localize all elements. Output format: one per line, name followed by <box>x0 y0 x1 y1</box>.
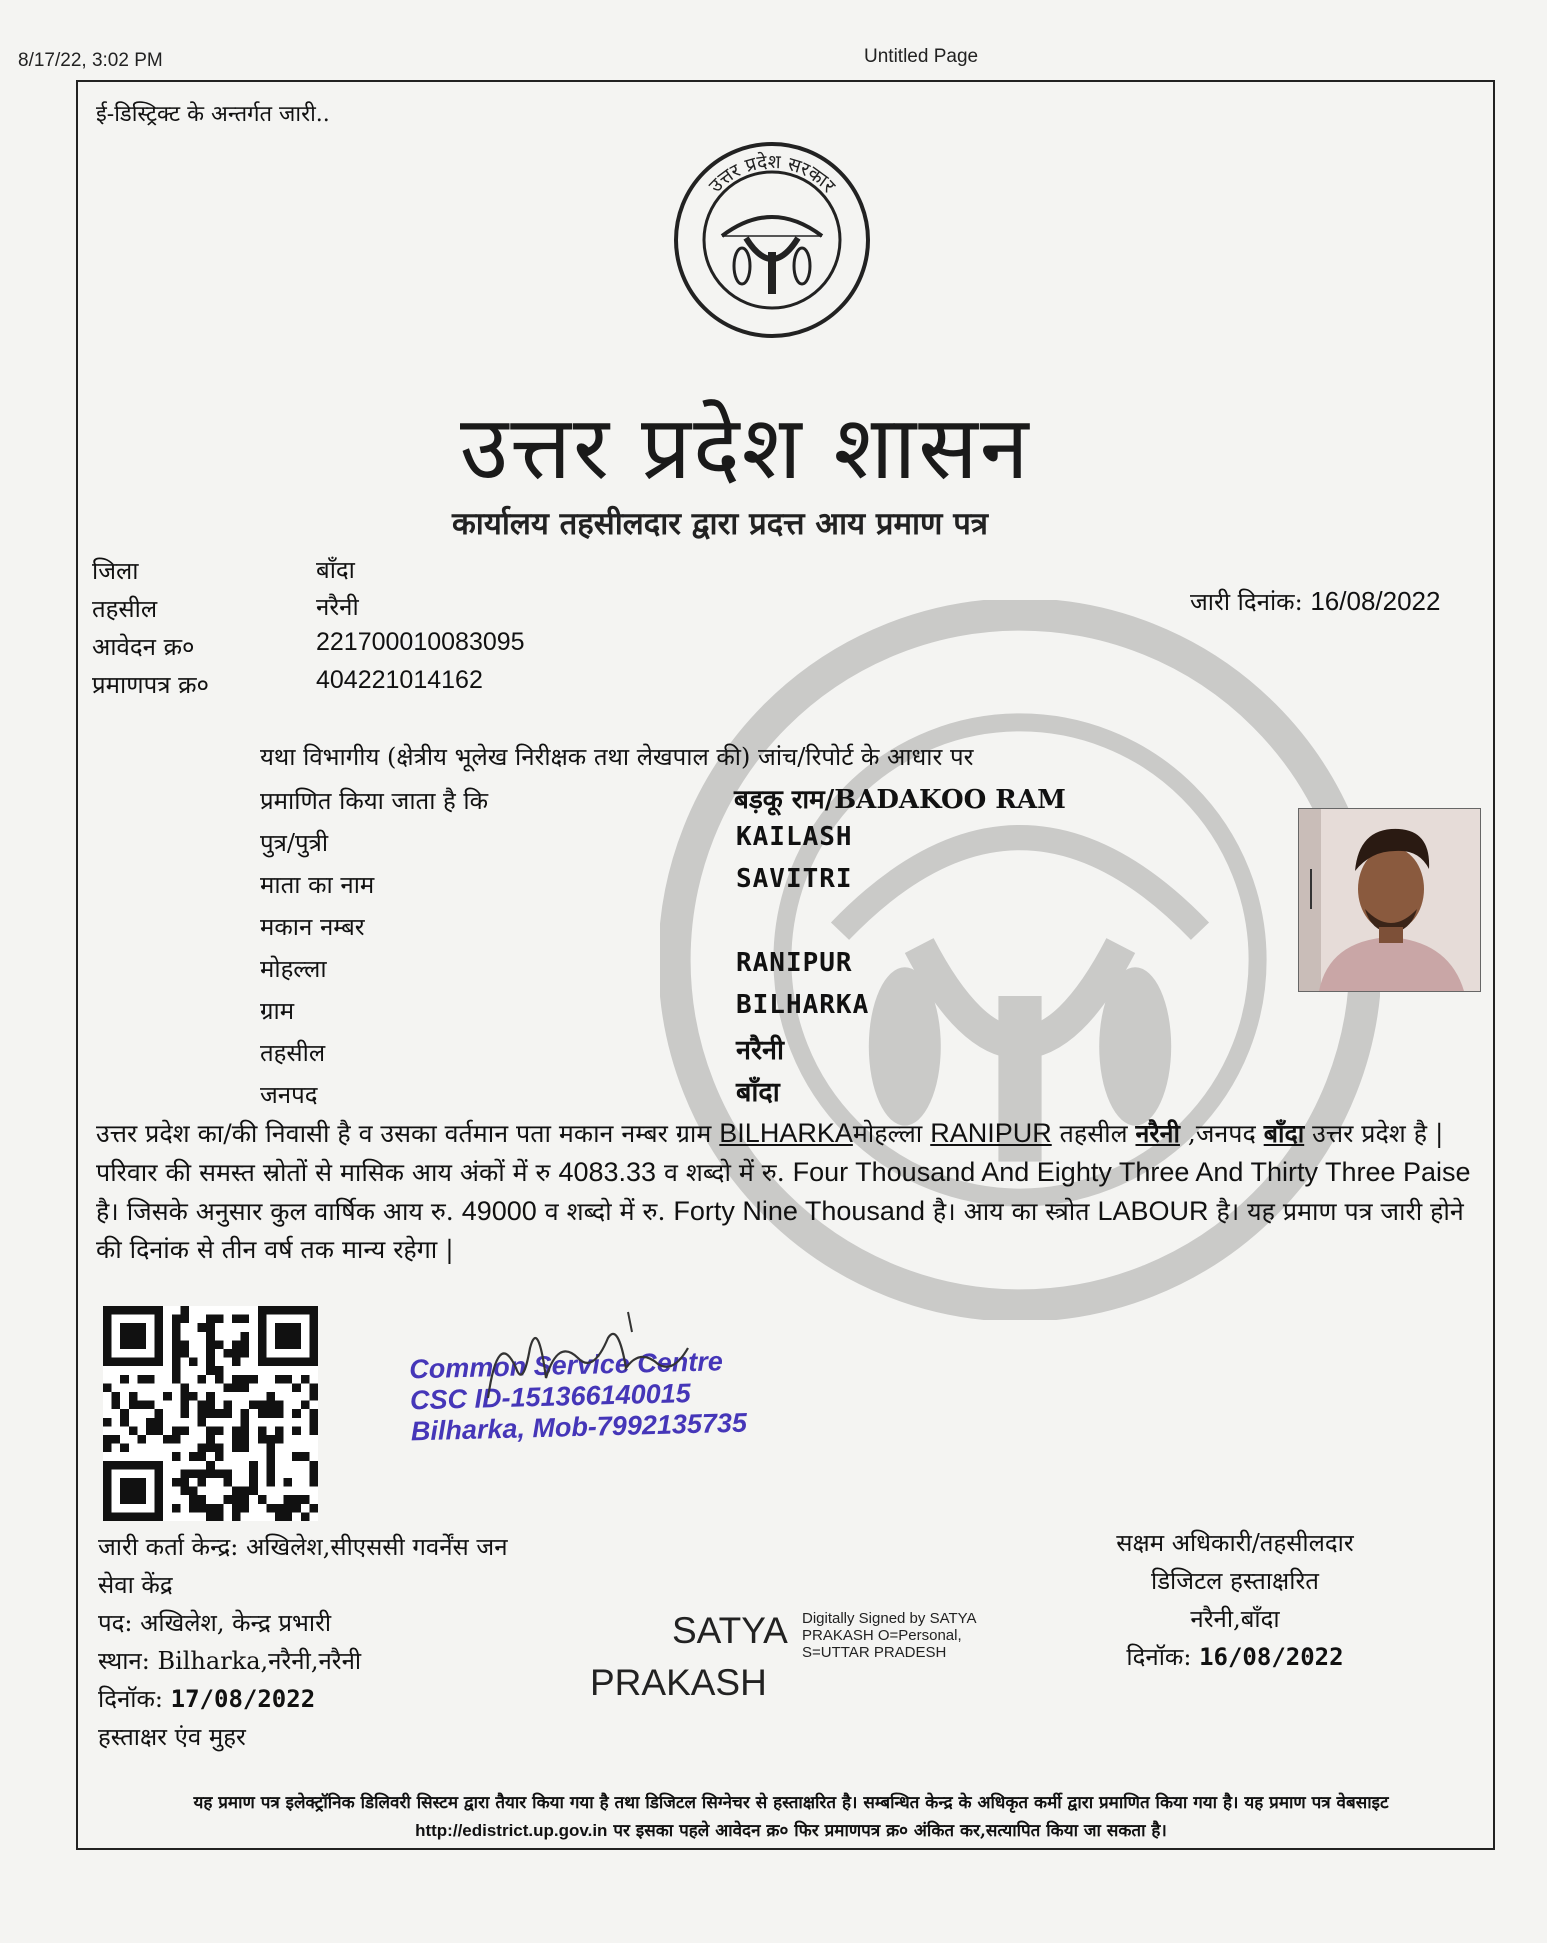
issuing-centre-line2: सेवा केंद्र <box>98 1571 173 1599</box>
person-label-certified: प्रमाणित किया जाता है कि <box>260 787 489 815</box>
para-text: है। यह प्रमाण पत्र जारी होने की दिनांक से तीन वर्ष तक मान्य रहेगा | <box>96 1197 1464 1264</box>
issue-date-value: 16/08/2022 <box>1310 586 1441 616</box>
qr-code-icon[interactable] <box>103 1306 318 1521</box>
para-text: उत्तर प्रदेश का/की निवासी है व उसका वर्तमान पता मकान नम्बर ग्राम <box>96 1119 720 1148</box>
authority-block <box>1090 1524 1380 1676</box>
para-district: बाँदा <box>1263 1119 1305 1148</box>
authority-digital-signed: डिजिटल हस्ताक्षरित <box>1151 1567 1319 1595</box>
print-datetime: 8/17/22, 3:02 PM <box>18 50 163 71</box>
person-label-mother: माता का नाम <box>260 871 375 899</box>
para-text: व शब्दो में रु. <box>656 1158 793 1187</box>
person-value-district: बाँदा <box>736 1077 780 1108</box>
field-value-tehsil: नरैनी <box>316 593 359 621</box>
issuing-centre-block <box>98 1528 508 1756</box>
signer-name-line2: PRAKASH <box>590 1662 767 1703</box>
csc-stamp <box>409 1346 748 1448</box>
issuing-centre-place: स्थान: Bilharka,नरैनी,नरैनी <box>98 1647 362 1675</box>
para-monthly-income: 4083.33 <box>558 1157 657 1187</box>
person-label-village: ग्राम <box>260 997 295 1025</box>
person-value-father: KAILASH <box>736 822 853 852</box>
person-label-mohalla: मोहल्ला <box>260 955 327 983</box>
authority-title: सक्षम अधिकारी/तहसीलदार <box>1116 1529 1354 1557</box>
field-label-district: जिला <box>92 557 139 585</box>
person-label-tehsil: तहसील <box>260 1039 326 1067</box>
para-village: BILHARKA <box>719 1118 853 1148</box>
authority-location: नरैनी,बाँदा <box>1190 1605 1280 1633</box>
field-value-certificate-no: 404221014162 <box>316 666 483 694</box>
field-value-application-no: 221700010083095 <box>316 628 525 656</box>
disclaimer-note <box>96 1790 1486 1845</box>
field-label-certificate-no: प्रमाणपत्र क्र० <box>92 671 209 699</box>
issued-under-note: ई-डिस्ट्रिक्ट के अन्तर्गत जारी.. <box>96 102 330 127</box>
para-text: तहसील <box>1051 1119 1136 1148</box>
verification-url-link[interactable]: http://edistrict.up.gov.in <box>415 1821 608 1840</box>
page-title: उत्तर प्रदेश शासन <box>460 396 1031 499</box>
person-value-mohalla: RANIPUR <box>736 948 853 978</box>
issuing-centre-designation: पद: अखिलेश, केन्द्र प्रभारी <box>98 1609 332 1637</box>
certificate-paragraph <box>96 1114 1476 1269</box>
issuing-centre-sign-seal: हस्ताक्षर एंव मुहर <box>98 1723 246 1751</box>
issuing-centre-date-label: दिनॉक: <box>98 1685 171 1713</box>
person-value-mother: SAVITRI <box>736 864 853 894</box>
para-monthly-income-words: Four Thousand And Eighty Three And Thirty Three Paise <box>792 1157 1471 1187</box>
para-income-source: LABOUR <box>1097 1196 1209 1226</box>
person-value-name: बड़कू राम/BADAKOO RAM <box>734 785 1066 815</box>
field-label-application-no: आवेदन क्र० <box>92 633 195 661</box>
issue-date <box>1190 585 1440 618</box>
person-value-tehsil: नरैनी <box>736 1035 785 1066</box>
digital-sign-details <box>802 1610 977 1661</box>
disclaimer-text: यह प्रमाण पत्र इलेक्ट्रॉनिक डिलिवरी सिस्टम द्वारा तैयार किया गया है तथा डिजिटल सिग्नेचर से हस्ताक्षरित है। सम्बन्धित केन्द्र के अधिकृत कर्मी द्वारा प्रमाणित किया गया है। यह प्रमाण पत्र वेबसाइट <box>193 1793 1389 1813</box>
person-label-district: जनपद <box>260 1081 318 1109</box>
authority-date-label: दिनॉक: <box>1126 1643 1200 1671</box>
csc-stamp-line3: Bilharka, Mob-7992135735 <box>410 1407 748 1447</box>
para-text: है। आय का स्त्रोत <box>924 1197 1098 1226</box>
para-text: है। जिसके अनुसार कुल वार्षिक आय रु. <box>96 1197 462 1226</box>
para-annual-income: 49000 <box>461 1196 537 1226</box>
page-subtitle: कार्यालय तहसीलदार द्वारा प्रदत्त आय प्रमाण पत्र <box>452 506 988 542</box>
person-label-son-of: पुत्र/पुत्री <box>260 829 329 857</box>
digital-sign-detail2: PRAKASH O=Personal, <box>802 1627 962 1644</box>
para-annual-income-words: Forty Nine Thousand <box>673 1196 925 1226</box>
person-photo-icon <box>1299 809 1480 991</box>
field-label-tehsil: तहसील <box>92 595 158 623</box>
csc-stamp-line2: CSC ID-151366140015 <box>409 1378 692 1416</box>
issuing-centre-date <box>98 1680 508 1718</box>
digital-sign-detail1: Digitally Signed by SATYA <box>802 1610 977 1627</box>
print-page-title: Untitled Page <box>864 46 979 67</box>
signer-name-line1: SATYA <box>672 1610 788 1651</box>
issuing-centre-line1: जारी कर्ता केन्द्र: अखिलेश,सीएससी गवर्नेंस जन <box>98 1533 508 1561</box>
disclaimer-text: पर इसका पहले आवेदन क्र० फिर प्रमाणपत्र क्र० अंकित कर,सत्यापित किया जा सकता है। <box>607 1821 1167 1841</box>
up-govt-emblem-icon <box>672 140 872 340</box>
issue-date-label: जारी दिनांक: <box>1190 588 1303 616</box>
para-text: मोहल्ला <box>852 1119 931 1148</box>
para-text: उत्तर प्रदेश है | परिवार की समस्त स्रोतों से मासिक आय अंकों में रु <box>96 1119 1444 1187</box>
para-mohalla: RANIPUR <box>930 1118 1052 1148</box>
person-value-village: BILHARKA <box>736 990 870 1020</box>
person-label-house-no: मकान नम्बर <box>260 913 365 941</box>
para-text: ,जनपद <box>1179 1119 1264 1148</box>
applicant-photo <box>1298 808 1481 992</box>
digital-sign-detail3: S=UTTAR PRADESH <box>802 1644 947 1661</box>
verification-line: यथा विभागीय (क्षेत्रीय भूलेख निरीक्षक तथा लेखपाल की) जांच/रिपोर्ट के आधार पर <box>260 743 974 771</box>
emblem-text: उत्तर प्रदेश सरकार <box>704 150 840 197</box>
issuing-centre-date-value: 17/08/2022 <box>170 1685 316 1713</box>
para-tehsil: नरैनी <box>1135 1119 1180 1148</box>
field-value-district: बाँदा <box>316 556 355 584</box>
authority-date <box>1090 1638 1380 1676</box>
csc-stamp-line1: Common Service Centre <box>408 1346 724 1385</box>
para-text: व शब्दो में रु. <box>536 1197 674 1226</box>
authority-date-value: 16/08/2022 <box>1199 1643 1344 1671</box>
